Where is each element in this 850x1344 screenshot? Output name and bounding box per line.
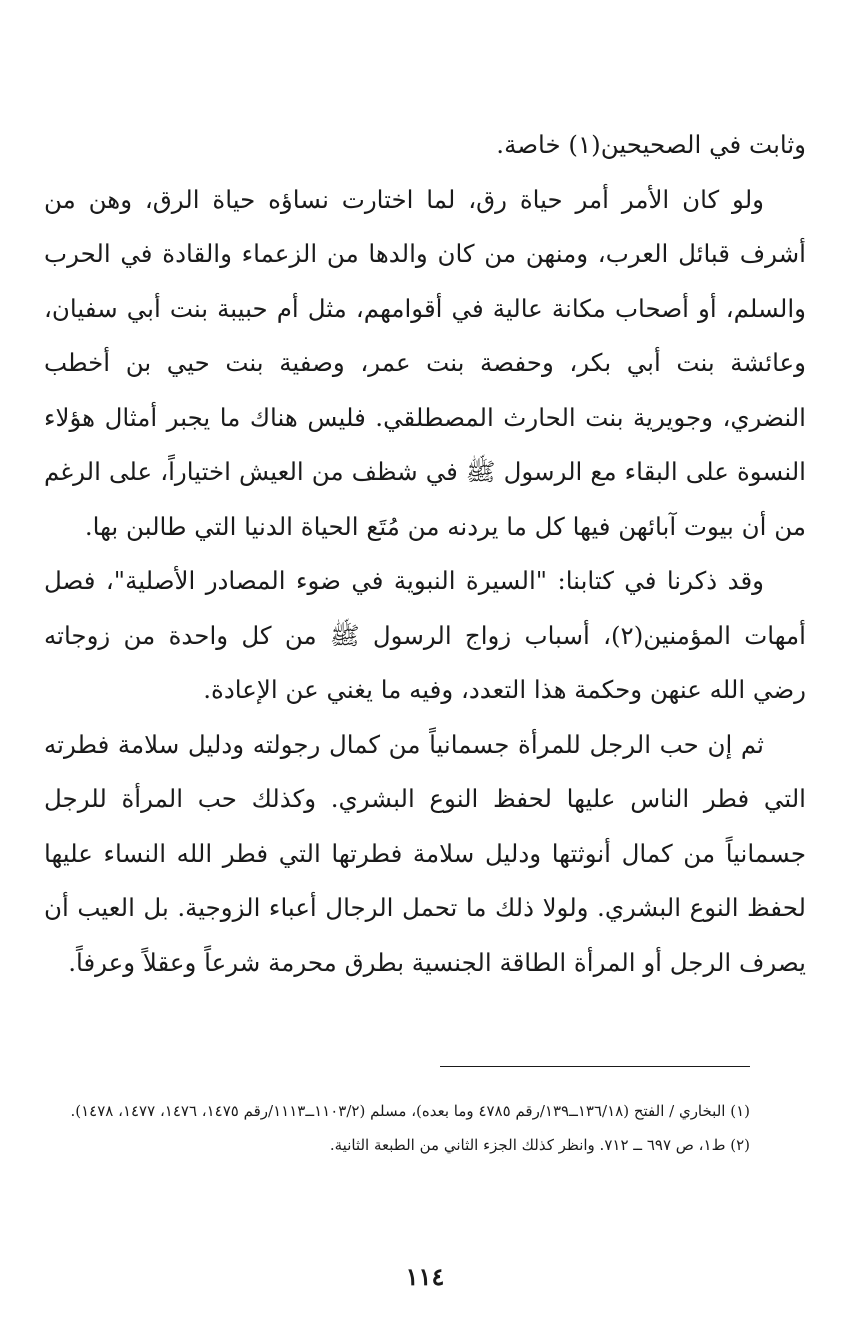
paragraph-2: ولو كان الأمر أمر حياة رق، لما اختارت نساؤه حياة الرق، وهن من أشرف قبائل العرب، ومنهن من كان والدها من الزعماء والقادة في الحرب والسلم، أو أصحاب مكانة عالية في أقوامهم، مثل أم حبيبة بنت أبي سفيان، وعائشة بنت أبي بكر، وحفصة بنت عمر، وصفية بنت حيي بن أخطب النضري، وجويرية بنت الحارث المصطلقي. فليس هناك ما يجبر أمثال هؤلاء النسوة على البقاء مع الرسول ﷺ في شظف من العيش اختياراً، على الرغم من أن بيوت آبائهن فيها كل ما يردنه من مُتَع الحياة الدنيا التي طالبن بها. [44,184,806,541]
paragraph-4: ثم إن حب الرجل للمرأة جسمانياً من كمال رجولته ودليل سلامة فطرته التي فطر الناس عليها لحفظ النوع البشري. وكذلك حب المرأة للرجل جسمانياً من كمال أنوثتها ودليل سلامة فطرتها التي فطر الله النساء عليها لحفظ النوع البشري. ولولا ذلك ما تحمل الرجال أعباء الزوجية. بل العيب أن يصرف الرجل أو المرأة الطاقة الجنسية بطرق محرمة شرعاً وعقلاً وعرفاً. [44,729,806,977]
footnote-1: (١) البخاري / الفتح (١٣٦/١٨ــ١٣٩/رقم ٤٧٨٥ وما بعده)، مسلم (١١٠٣/٢ــ١١١٣/رقم ١٤٧٥، ١٤٧٦، ١٤٧٧، ١٤٧٨). [70,1102,750,1120]
paragraph-3: وقد ذكرنا في كتابنا: "السيرة النبوية في ضوء المصادر الأصلية"، فصل أمهات المؤمنين(٢)، أسباب زواج الرسول ﷺ من كل واحدة من زوجاته رضي الله عنهن وحكمة هذا التعدد، وفيه ما يغني عن الإعادة. [44,566,806,704]
footnotes [44,1094,750,1162]
page-number: ١١٤ [405,1262,445,1291]
main-text [44,118,806,990]
footnote-separator [440,1066,750,1067]
footnote-2: (٢) ط١، ص ٦٩٧ ــ ٧١٢. وانظر كذلك الجزء الثاني من الطبعة الثانية. [329,1136,750,1154]
paragraph-1: وثابت في الصحيحين(١) خاصة. [496,130,806,159]
